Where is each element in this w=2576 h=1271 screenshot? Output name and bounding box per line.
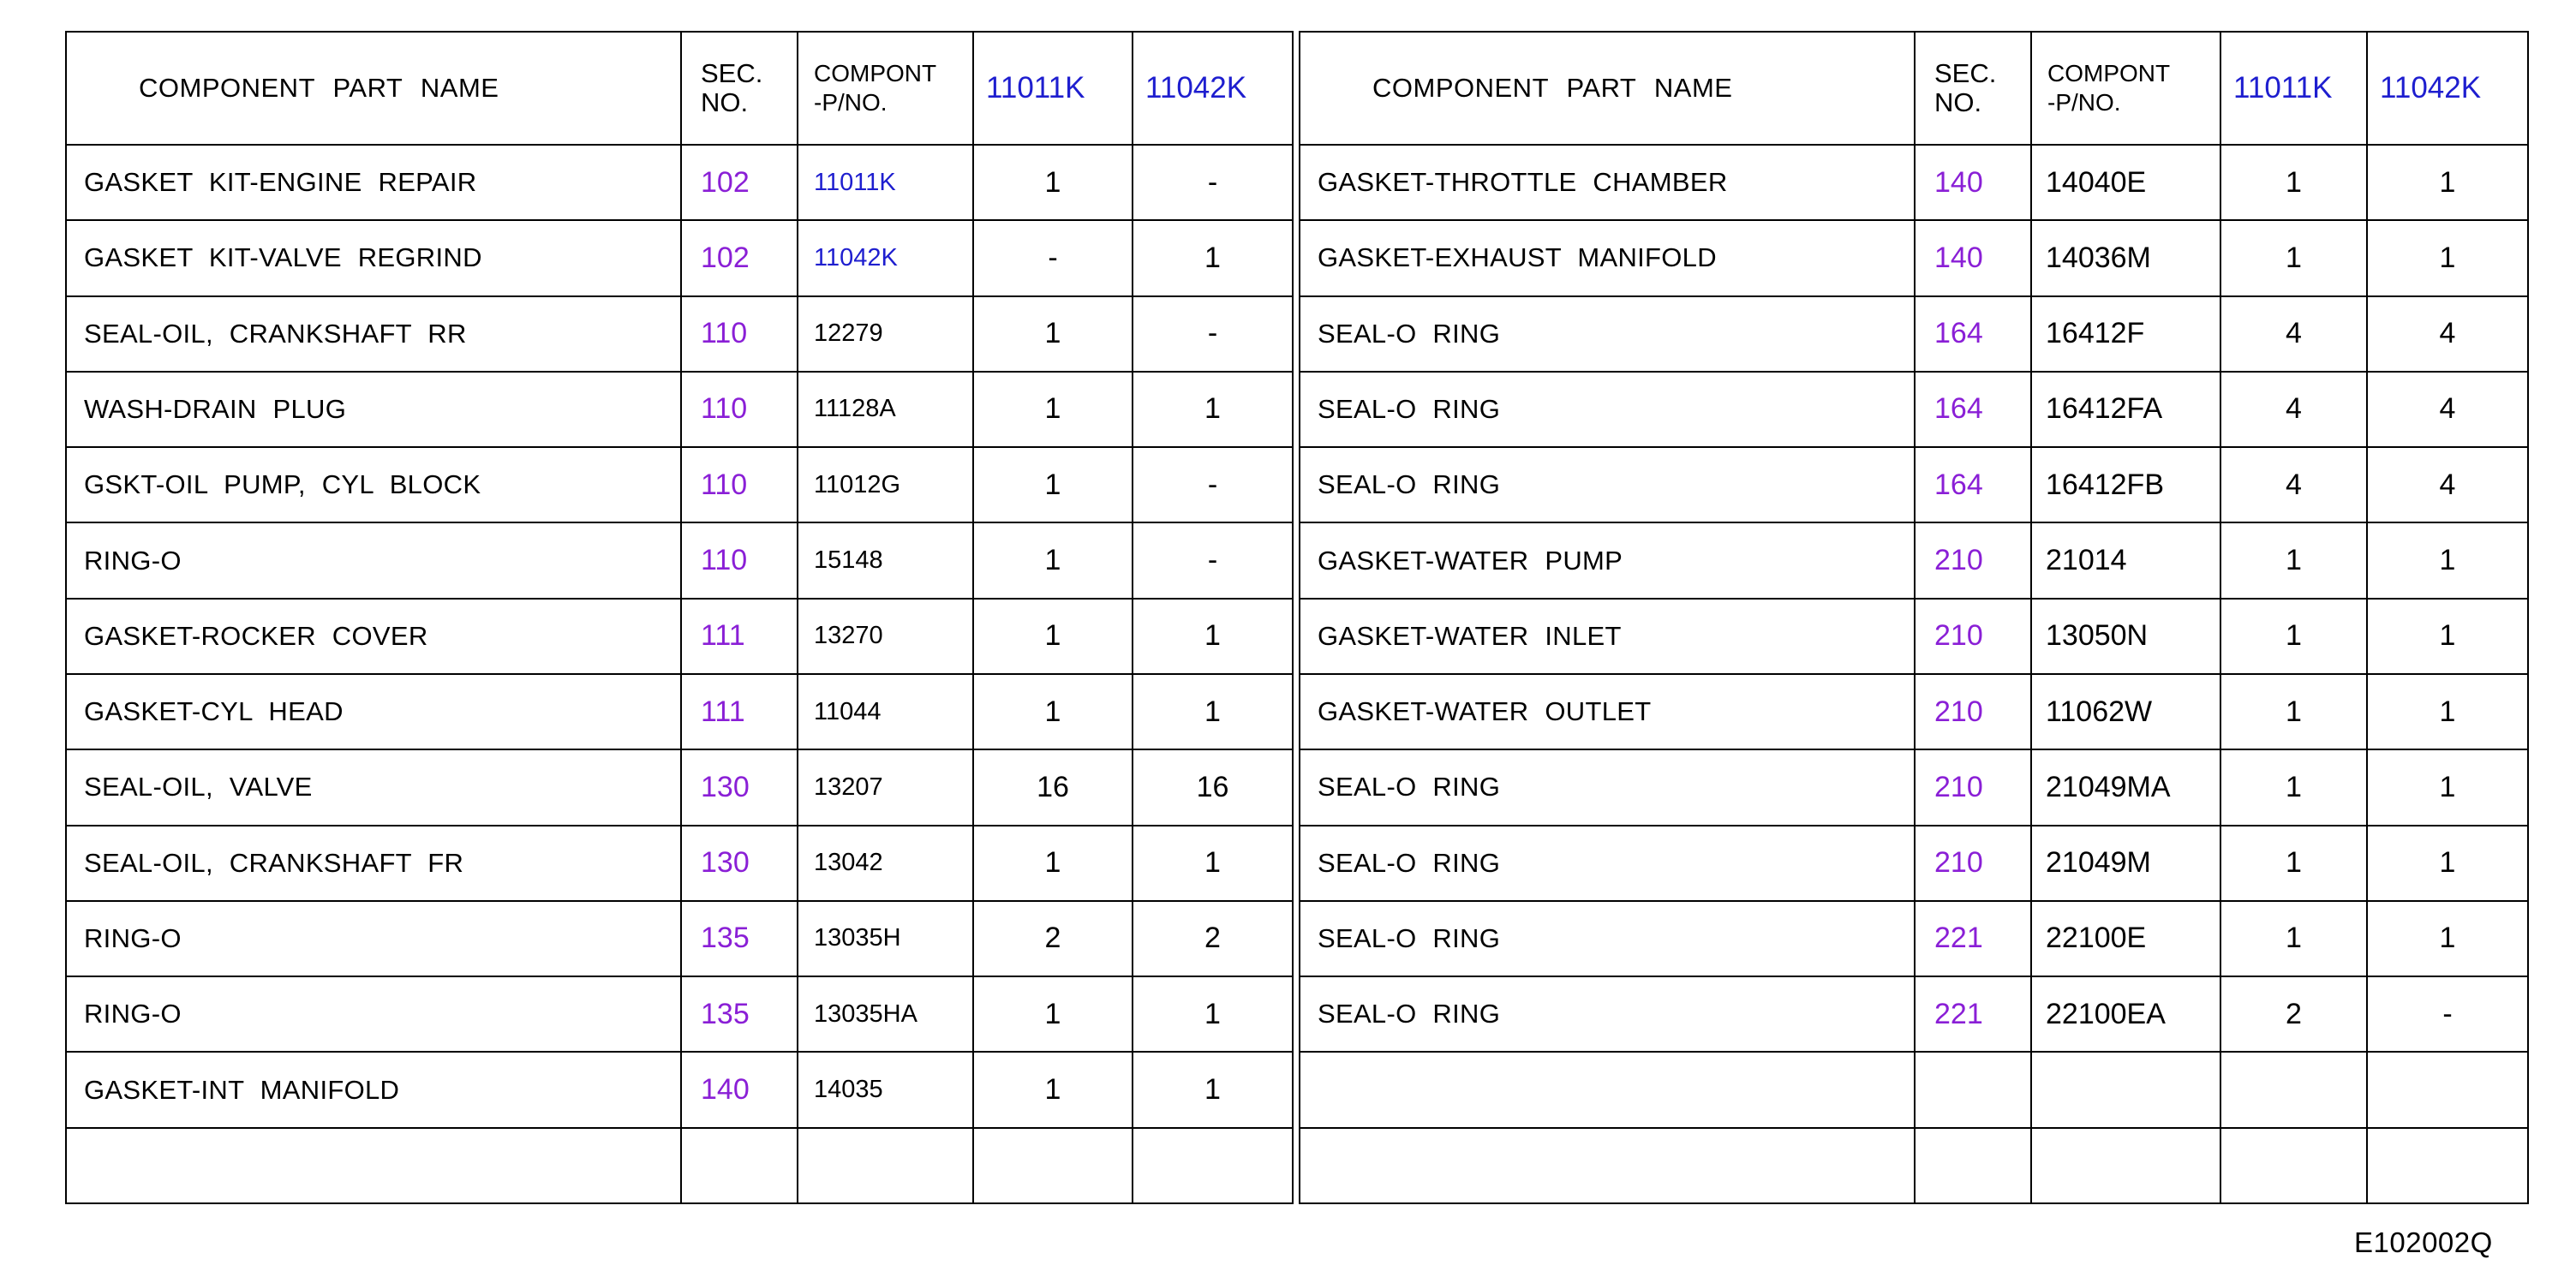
- part-name: SEAL-O RING: [1300, 749, 1915, 825]
- part-number: 14040E: [2031, 145, 2220, 220]
- qty-11042k: 4: [2367, 372, 2528, 447]
- qty-11042k: -: [1133, 447, 1293, 522]
- part-name: SEAL-O RING: [1300, 826, 1915, 901]
- sec-no: [1915, 1052, 2031, 1127]
- part-number: 22100E: [2031, 901, 2220, 976]
- part-name: [1300, 1052, 1915, 1127]
- qty-11011k: 1: [973, 447, 1133, 522]
- parts-table-left: [65, 31, 1294, 1204]
- table-row: [1300, 901, 2528, 976]
- figure-id: E102002Q: [2354, 1226, 2493, 1258]
- table-row: [66, 296, 1293, 372]
- part-name: SEAL-O RING: [1300, 976, 1915, 1052]
- sec-no: 111: [681, 674, 798, 749]
- qty-11011k: 4: [2220, 296, 2367, 372]
- part-name: GASKET KIT-VALVE REGRIND: [66, 220, 681, 295]
- qty-11042k: 1: [2367, 826, 2528, 901]
- table-row: [1300, 826, 2528, 901]
- qty-11042k: [2367, 1052, 2528, 1127]
- qty-11042k: 1: [1133, 826, 1293, 901]
- part-name: GASKET-EXHAUST MANIFOLD: [1300, 220, 1915, 295]
- sec-no: 221: [1915, 976, 2031, 1052]
- qty-11042k: 16: [1133, 749, 1293, 825]
- qty-11011k: [2220, 1052, 2367, 1127]
- component-name-header: COMPONENT PART NAME: [66, 32, 681, 145]
- part-name: [1300, 1128, 1915, 1203]
- part-name: SEAL-OIL, VALVE: [66, 749, 681, 825]
- part-number: 13207: [798, 749, 973, 825]
- part-name: GASKET-INT MANIFOLD: [66, 1052, 681, 1127]
- part-number: 13035HA: [798, 976, 973, 1052]
- sec-no: 130: [681, 749, 798, 825]
- part-number: 21049MA: [2031, 749, 2220, 825]
- qty-11042k: 4: [2367, 296, 2528, 372]
- qty-11042k: 4: [2367, 447, 2528, 522]
- component-name-header: COMPONENT PART NAME: [1300, 32, 1915, 145]
- table-row: [66, 901, 1293, 976]
- kit-11011k-header: 11011K: [973, 32, 1133, 145]
- table-row: [66, 749, 1293, 825]
- table-row: [66, 1052, 1293, 1127]
- part-number: 11011K: [798, 145, 973, 220]
- qty-11042k: 1: [1133, 1052, 1293, 1127]
- qty-11011k: 1: [973, 145, 1133, 220]
- qty-11011k: 1: [2220, 749, 2367, 825]
- sec-no: 110: [681, 372, 798, 447]
- qty-11011k: [973, 1128, 1133, 1203]
- qty-11011k: 1: [2220, 674, 2367, 749]
- sec-no: 110: [681, 447, 798, 522]
- table-row: [1300, 1052, 2528, 1127]
- part-number: 14036M: [2031, 220, 2220, 295]
- parts-list: [65, 31, 2527, 1204]
- qty-11042k: -: [2367, 976, 2528, 1052]
- table-row: [1300, 372, 2528, 447]
- qty-11011k: -: [973, 220, 1133, 295]
- part-number: 11044: [798, 674, 973, 749]
- part-number-header: COMPONT -P/NO.: [2031, 32, 2220, 145]
- table-row: [66, 826, 1293, 901]
- qty-11042k: 1: [1133, 220, 1293, 295]
- qty-11042k: 1: [2367, 599, 2528, 674]
- table-row: [66, 372, 1293, 447]
- part-name: RING-O: [66, 901, 681, 976]
- part-number: 11042K: [798, 220, 973, 295]
- part-number: 14035: [798, 1052, 973, 1127]
- parts-table-right: [1299, 31, 2529, 1204]
- part-name: GASKET-ROCKER COVER: [66, 599, 681, 674]
- kit-11042k-header: 11042K: [2367, 32, 2528, 145]
- table-row: [1300, 522, 2528, 598]
- qty-11011k: 1: [973, 976, 1133, 1052]
- qty-11011k: 2: [973, 901, 1133, 976]
- table-row: [1300, 220, 2528, 295]
- qty-11042k: -: [1133, 145, 1293, 220]
- table-row: [1300, 1128, 2528, 1203]
- part-number: 12279: [798, 296, 973, 372]
- qty-11011k: 1: [973, 599, 1133, 674]
- kit-11042k-header: 11042K: [1133, 32, 1293, 145]
- table-row: [1300, 749, 2528, 825]
- part-number: 13042: [798, 826, 973, 901]
- qty-11011k: 2: [2220, 976, 2367, 1052]
- qty-11011k: 16: [973, 749, 1133, 825]
- qty-11011k: 1: [973, 296, 1133, 372]
- table-row: [66, 447, 1293, 522]
- sec-no: 210: [1915, 674, 2031, 749]
- qty-11011k: 1: [973, 674, 1133, 749]
- part-number: 13050N: [2031, 599, 2220, 674]
- part-name: SEAL-O RING: [1300, 447, 1915, 522]
- part-name: SEAL-O RING: [1300, 901, 1915, 976]
- part-number: 22100EA: [2031, 976, 2220, 1052]
- part-name: RING-O: [66, 522, 681, 598]
- sec-no: 111: [681, 599, 798, 674]
- part-number: 11062W: [2031, 674, 2220, 749]
- qty-11042k: 1: [2367, 901, 2528, 976]
- header-row: [66, 32, 1293, 145]
- part-name: GASKET KIT-ENGINE REPAIR: [66, 145, 681, 220]
- sec-no: 164: [1915, 372, 2031, 447]
- part-name: GASKET-WATER PUMP: [1300, 522, 1915, 598]
- qty-11011k: 4: [2220, 372, 2367, 447]
- table-row: [1300, 976, 2528, 1052]
- part-number: 21014: [2031, 522, 2220, 598]
- table-row: [1300, 674, 2528, 749]
- part-number-header: COMPONT -P/NO.: [798, 32, 973, 145]
- sec-no: 164: [1915, 296, 2031, 372]
- part-name: [66, 1128, 681, 1203]
- table-row: [1300, 296, 2528, 372]
- part-number: 16412F: [2031, 296, 2220, 372]
- part-name: SEAL-OIL, CRANKSHAFT FR: [66, 826, 681, 901]
- sec-no: [1915, 1128, 2031, 1203]
- table-row: [66, 145, 1293, 220]
- qty-11042k: 1: [1133, 372, 1293, 447]
- sec-no-header: SEC. NO.: [1915, 32, 2031, 145]
- qty-11011k: 1: [2220, 599, 2367, 674]
- table-row: [66, 674, 1293, 749]
- qty-11042k: 1: [2367, 145, 2528, 220]
- qty-11011k: 1: [2220, 826, 2367, 901]
- sec-no: 135: [681, 976, 798, 1052]
- table-row: [66, 1128, 1293, 1203]
- qty-11042k: 1: [1133, 674, 1293, 749]
- header-row: [1300, 32, 2528, 145]
- part-name: WASH-DRAIN PLUG: [66, 372, 681, 447]
- table-row: [1300, 599, 2528, 674]
- sec-no: [681, 1128, 798, 1203]
- part-number: 11128A: [798, 372, 973, 447]
- qty-11011k: 1: [973, 826, 1133, 901]
- part-name: GASKET-THROTTLE CHAMBER: [1300, 145, 1915, 220]
- part-name: GASKET-WATER OUTLET: [1300, 674, 1915, 749]
- part-name: SEAL-O RING: [1300, 296, 1915, 372]
- sec-no: 110: [681, 296, 798, 372]
- sec-no: 140: [1915, 220, 2031, 295]
- part-name: RING-O: [66, 976, 681, 1052]
- sec-no: 164: [1915, 447, 2031, 522]
- qty-11011k: 1: [2220, 145, 2367, 220]
- qty-11042k: 1: [2367, 522, 2528, 598]
- qty-11042k: [2367, 1128, 2528, 1203]
- qty-11042k: 1: [1133, 599, 1293, 674]
- qty-11011k: [2220, 1128, 2367, 1203]
- part-number: 15148: [798, 522, 973, 598]
- part-number: 13035H: [798, 901, 973, 976]
- qty-11042k: -: [1133, 522, 1293, 598]
- qty-11011k: 1: [973, 1052, 1133, 1127]
- qty-11011k: 1: [973, 372, 1133, 447]
- qty-11011k: 1: [2220, 901, 2367, 976]
- part-name: GSKT-OIL PUMP, CYL BLOCK: [66, 447, 681, 522]
- qty-11011k: 1: [2220, 220, 2367, 295]
- qty-11042k: 1: [2367, 220, 2528, 295]
- table-row: [1300, 145, 2528, 220]
- sec-no: 135: [681, 901, 798, 976]
- part-number: 16412FB: [2031, 447, 2220, 522]
- sec-no-header: SEC. NO.: [681, 32, 798, 145]
- qty-11042k: 1: [2367, 674, 2528, 749]
- part-name: GASKET-WATER INLET: [1300, 599, 1915, 674]
- sec-no: 140: [1915, 145, 2031, 220]
- qty-11011k: 1: [2220, 522, 2367, 598]
- sec-no: 102: [681, 220, 798, 295]
- table-row: [66, 522, 1293, 598]
- sec-no: 210: [1915, 599, 2031, 674]
- part-number: 21049M: [2031, 826, 2220, 901]
- part-name: SEAL-OIL, CRANKSHAFT RR: [66, 296, 681, 372]
- qty-11011k: 4: [2220, 447, 2367, 522]
- part-number: [2031, 1052, 2220, 1127]
- qty-11042k: [1133, 1128, 1293, 1203]
- table-row: [1300, 447, 2528, 522]
- table-row: [66, 976, 1293, 1052]
- sec-no: 221: [1915, 901, 2031, 976]
- qty-11042k: 1: [1133, 976, 1293, 1052]
- qty-11042k: 1: [2367, 749, 2528, 825]
- sec-no: 110: [681, 522, 798, 598]
- sec-no: 210: [1915, 522, 2031, 598]
- qty-11011k: 1: [973, 522, 1133, 598]
- part-name: SEAL-O RING: [1300, 372, 1915, 447]
- part-number: 16412FA: [2031, 372, 2220, 447]
- part-number: [2031, 1128, 2220, 1203]
- part-name: GASKET-CYL HEAD: [66, 674, 681, 749]
- part-number: [798, 1128, 973, 1203]
- sec-no: 102: [681, 145, 798, 220]
- sec-no: 140: [681, 1052, 798, 1127]
- sec-no: 210: [1915, 826, 2031, 901]
- qty-11042k: 2: [1133, 901, 1293, 976]
- part-number: 11012G: [798, 447, 973, 522]
- qty-11042k: -: [1133, 296, 1293, 372]
- kit-11011k-header: 11011K: [2220, 32, 2367, 145]
- table-row: [66, 220, 1293, 295]
- part-number: 13270: [798, 599, 973, 674]
- table-row: [66, 599, 1293, 674]
- sec-no: 210: [1915, 749, 2031, 825]
- sec-no: 130: [681, 826, 798, 901]
